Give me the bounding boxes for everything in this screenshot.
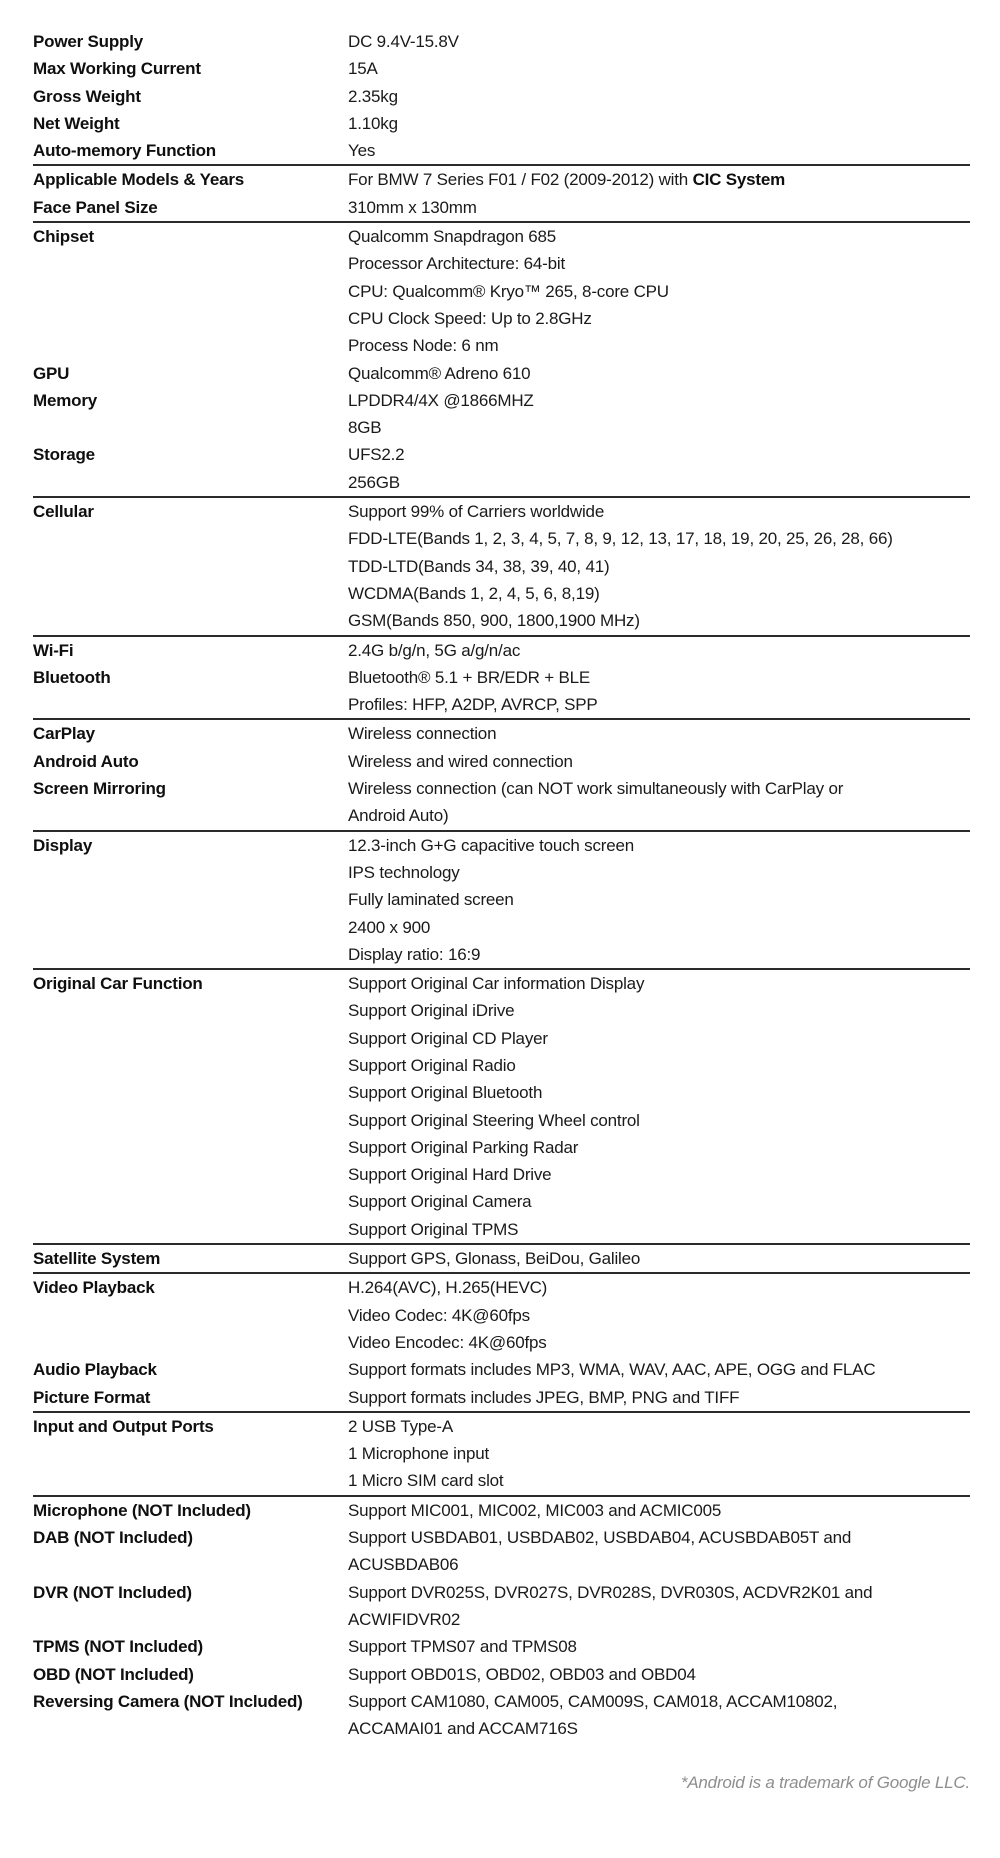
spec-value-line: 2.35kg [348, 86, 398, 106]
spec-row [33, 55, 970, 82]
spec-row [33, 194, 970, 221]
spec-row [33, 1245, 970, 1272]
spec-row [33, 720, 970, 747]
spec-label: Net Weight [33, 113, 120, 133]
spec-value-line: Support TPMS07 and TPMS08 [348, 1637, 577, 1657]
spec-value [348, 970, 970, 1243]
spec-value-line: 12.3-inch G+G capacitive touch screen [348, 835, 635, 855]
spec-value [348, 110, 970, 137]
spec-value-line: Support Original Car information Display [348, 974, 645, 994]
spec-group [33, 221, 970, 496]
spec-value [348, 194, 970, 221]
spec-value-line: 2.4G b/g/n, 5G a/g/n/ac [348, 640, 521, 660]
spec-value-line: Qualcomm Snapdragon 685 [348, 227, 557, 247]
spec-label: Storage [33, 445, 95, 465]
spec-value-line: CPU: Qualcomm® Kryo™ 265, 8-core CPU [348, 281, 669, 301]
spec-value-line: Support OBD01S, OBD02, OBD03 and OBD04 [348, 1664, 696, 1684]
spec-value-line: ACCAMAI01 and ACCAM716S [348, 1719, 578, 1739]
spec-value [348, 720, 970, 747]
spec-row [33, 1356, 970, 1383]
spec-row [33, 832, 970, 968]
spec-value-line: Support USBDAB01, USBDAB02, USBDAB04, ACUSBDAB05T and [348, 1528, 852, 1548]
spec-value-line: 1 Micro SIM card slot [348, 1471, 504, 1491]
trademark-footnote: *Android is a trademark of Google LLC. [680, 1773, 970, 1793]
spec-group [33, 635, 970, 719]
spec-label: GPU [33, 363, 70, 383]
spec-row [33, 664, 970, 719]
spec-group [33, 1243, 970, 1272]
spec-value-line: ACUSBDAB06 [348, 1555, 459, 1575]
spec-label: TPMS (NOT Included) [33, 1637, 203, 1657]
spec-value-line: 256GB [348, 472, 400, 492]
spec-row [33, 28, 970, 55]
spec-label: Cellular [33, 502, 94, 522]
spec-row [33, 137, 970, 164]
spec-value-line: TDD-LTD(Bands 34, 38, 39, 40, 41) [348, 556, 610, 576]
spec-group [33, 164, 970, 221]
spec-label: Microphone (NOT Included) [33, 1500, 251, 1520]
spec-group [33, 1411, 970, 1495]
spec-label: DAB (NOT Included) [33, 1528, 193, 1548]
spec-label: Display [33, 835, 93, 855]
spec-value-line: Support Original Bluetooth [348, 1083, 543, 1103]
spec-value [348, 664, 970, 719]
spec-value-line: For BMW 7 Series F01 / F02 (2009-2012) with CIC System [348, 170, 786, 190]
spec-table [33, 28, 970, 1742]
spec-label: OBD (NOT Included) [33, 1664, 194, 1684]
spec-value-line: DC 9.4V-15.8V [348, 32, 459, 51]
spec-label: Reversing Camera (NOT Included) [33, 1691, 303, 1711]
spec-label: Face Panel Size [33, 197, 158, 217]
spec-value-line: Support DVR025S, DVR027S, DVR028S, DVR030S, ACDVR2K01 and [348, 1582, 873, 1602]
spec-group [33, 968, 970, 1243]
spec-label: Memory [33, 390, 97, 410]
spec-row [33, 1661, 970, 1688]
spec-label: Picture Format [33, 1387, 151, 1407]
spec-label: Satellite System [33, 1249, 161, 1269]
spec-value-line: Support Original CD Player [348, 1028, 548, 1048]
spec-label: Bluetooth [33, 667, 111, 687]
spec-value [348, 498, 970, 634]
spec-row [33, 387, 970, 442]
spec-value-line: GSM(Bands 850, 900, 1800,1900 MHz) [348, 611, 640, 631]
spec-value-line: H.264(AVC), H.265(HEVC) [348, 1278, 548, 1298]
spec-label: Gross Weight [33, 86, 141, 106]
spec-value-line: Support Original iDrive [348, 1001, 515, 1021]
spec-value [348, 137, 970, 164]
spec-value [348, 1274, 970, 1356]
spec-label: Audio Playback [33, 1360, 157, 1380]
spec-group [33, 28, 970, 164]
spec-value [348, 360, 970, 387]
spec-row [33, 637, 970, 664]
spec-value-line: Support CAM1080, CAM005, CAM009S, CAM018, ACCAM10802, [348, 1691, 838, 1711]
spec-value [348, 1524, 970, 1579]
spec-value [348, 1579, 970, 1634]
spec-row [33, 1524, 970, 1579]
spec-value-line: FDD-LTE(Bands 1, 2, 3, 4, 5, 7, 8, 9, 12, 13, 17, 18, 19, 20, 25, 26, 28, 66) [348, 529, 893, 549]
spec-value [348, 1245, 970, 1272]
spec-value [348, 1356, 970, 1383]
spec-value [348, 83, 970, 110]
spec-group [33, 1495, 970, 1743]
spec-label: Input and Output Ports [33, 1416, 214, 1436]
spec-value [348, 1497, 970, 1524]
spec-value-line: 2 USB Type-A [348, 1416, 454, 1436]
spec-value-line: Support Original TPMS [348, 1219, 519, 1239]
spec-value [348, 1661, 970, 1688]
spec-row [33, 1579, 970, 1634]
spec-value-line: Process Node: 6 nm [348, 336, 499, 356]
spec-group [33, 496, 970, 634]
spec-value-line: 2400 x 900 [348, 917, 431, 937]
spec-value-line: IPS technology [348, 862, 460, 882]
spec-value [348, 441, 970, 496]
spec-row [33, 1274, 970, 1356]
spec-value-line: Display ratio: 16:9 [348, 944, 481, 964]
spec-row [33, 360, 970, 387]
spec-row [33, 1413, 970, 1495]
spec-value-line: Fully laminated screen [348, 890, 514, 910]
spec-row [33, 110, 970, 137]
spec-value-line: Wireless connection (can NOT work simultaneously with CarPlay or [348, 779, 844, 799]
spec-value-line: Support Original Hard Drive [348, 1165, 552, 1185]
spec-value-line: 8GB [348, 418, 382, 438]
spec-value [348, 166, 970, 193]
spec-value-line: Wireless connection [348, 724, 497, 744]
product-spec-page [0, 28, 1000, 1858]
spec-value-line: Support formats includes JPEG, BMP, PNG and TIFF [348, 1387, 740, 1407]
spec-label: Chipset [33, 227, 94, 247]
spec-label: Android Auto [33, 751, 139, 771]
spec-value [348, 1384, 970, 1411]
spec-row [33, 1688, 970, 1743]
spec-value-line: 310mm x 130mm [348, 197, 477, 217]
spec-value [348, 1633, 970, 1660]
spec-label: Max Working Current [33, 59, 201, 79]
bold-text: CIC System [692, 170, 786, 190]
spec-value-line: Support MIC001, MIC002, MIC003 and ACMIC005 [348, 1500, 722, 1520]
spec-row [33, 223, 970, 359]
spec-group [33, 718, 970, 829]
spec-value-line: CPU Clock Speed: Up to 2.8GHz [348, 308, 592, 328]
spec-group [33, 1272, 970, 1410]
spec-row [33, 166, 970, 193]
spec-value-line: Qualcomm® Adreno 610 [348, 363, 531, 383]
spec-row [33, 83, 970, 110]
spec-label: Original Car Function [33, 974, 203, 994]
spec-value-line: Support Original Steering Wheel control [348, 1110, 640, 1130]
spec-value-line: Video Encodec: 4K@60fps [348, 1332, 547, 1352]
spec-value [348, 55, 970, 82]
spec-label: Screen Mirroring [33, 779, 166, 799]
spec-value-line: Support GPS, Glonass, BeiDou, Galileo [348, 1249, 641, 1269]
spec-value-line: Yes [348, 141, 376, 161]
spec-value-line: Processor Architecture: 64-bit [348, 254, 565, 274]
spec-value [348, 637, 970, 664]
spec-value [348, 387, 970, 442]
spec-row [33, 1497, 970, 1524]
spec-row [33, 441, 970, 496]
spec-value-line: UFS2.2 [348, 445, 405, 465]
spec-label: Wi-Fi [33, 640, 74, 660]
spec-label: DVR (NOT Included) [33, 1582, 192, 1602]
spec-label: Auto-memory Function [33, 141, 216, 161]
spec-value [348, 223, 970, 359]
spec-value-line: ACWIFIDVR02 [348, 1609, 461, 1629]
spec-row [33, 498, 970, 634]
spec-value-line: WCDMA(Bands 1, 2, 4, 5, 6, 8,19) [348, 583, 600, 603]
spec-value-line: Profiles: HFP, A2DP, AVRCP, SPP [348, 695, 598, 715]
spec-row [33, 1384, 970, 1411]
spec-label: Video Playback [33, 1278, 155, 1298]
spec-value-line: Support formats includes MP3, WMA, WAV, AAC, APE, OGG and FLAC [348, 1360, 876, 1380]
spec-value [348, 832, 970, 968]
spec-value [348, 775, 970, 830]
spec-row [33, 1633, 970, 1660]
spec-value-line: Support 99% of Carriers worldwide [348, 502, 605, 522]
spec-value-line: Support Original Camera [348, 1192, 532, 1212]
spec-row [33, 775, 970, 830]
spec-row [33, 970, 970, 1243]
spec-value-line: Wireless and wired connection [348, 751, 573, 771]
spec-value-line: 1.10kg [348, 113, 398, 133]
spec-value [348, 748, 970, 775]
spec-value-line: 1 Microphone input [348, 1444, 489, 1464]
spec-value [348, 1413, 970, 1495]
spec-value [348, 1688, 970, 1743]
spec-label: CarPlay [33, 724, 95, 744]
spec-row [33, 748, 970, 775]
spec-group [33, 830, 970, 968]
spec-value-line: 15A [348, 59, 378, 79]
spec-value-line: LPDDR4/4X @1866MHZ [348, 390, 534, 410]
spec-value-line: Bluetooth® 5.1 + BR/EDR + BLE [348, 667, 591, 687]
spec-label: Power Supply [33, 32, 144, 51]
spec-value-line: Video Codec: 4K@60fps [348, 1305, 530, 1325]
spec-value-line: Support Original Radio [348, 1055, 516, 1075]
spec-value-line: Support Original Parking Radar [348, 1137, 579, 1157]
spec-value [348, 28, 970, 55]
spec-label: Applicable Models & Years [33, 170, 245, 190]
spec-value-line: Android Auto) [348, 806, 449, 826]
